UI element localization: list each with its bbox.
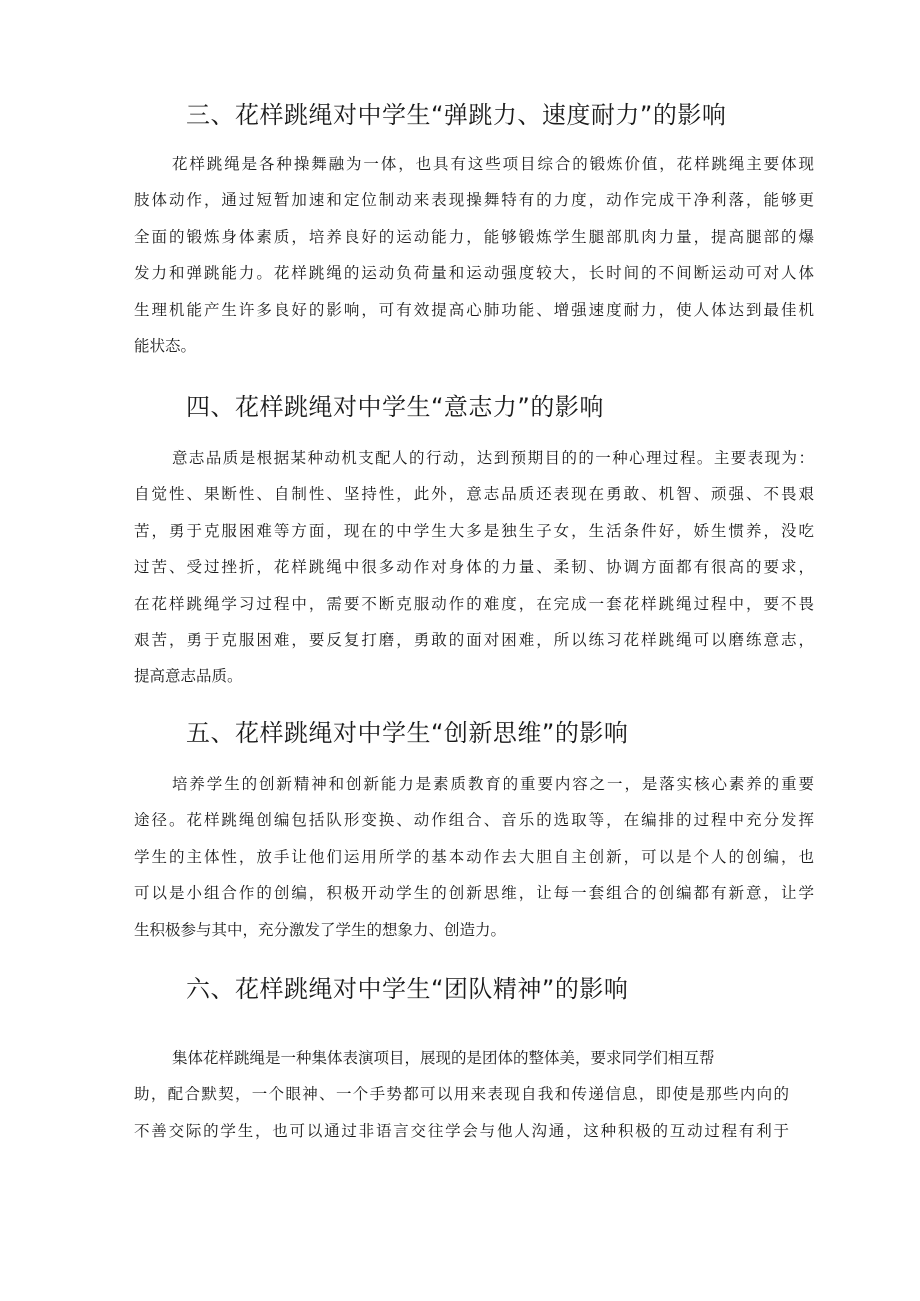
section-body-4 [134,440,814,695]
paragraph-line: 自觉性、果断性、自制性、坚持性，此外，意志品质还表现在勇敢、机智、顽强、不畏艰 [134,485,814,504]
paragraph-line: 肢体动作，通过短暂加速和定位制动来表现操舞特有的力度，动作完成干净利落，能够更 [134,191,814,210]
paragraph-line: 花样跳绳是各种操舞融为一体，也具有这些项目综合的锻炼价值，花样跳绳主要体现 [172,155,814,173]
paragraph-line: 全面的锻炼身体素质，培养良好的运动能力，能够锻炼学生腿部肌肉力量，提高腿部的爆 [134,227,814,246]
paragraph-line: 生积极参与其中，充分激发了学生的想象力、创造力。 [134,920,507,939]
paragraph-line: 意志品质是根据某种动机支配人的行动，达到预期目的的一种心理过程。主要表现为： [172,449,814,467]
section-body-5 [134,766,814,948]
paragraph-line: 在花样跳绳学习过程中，需要不断克服动作的难度，在完成一套花样跳绳过程中，要不畏 [134,594,814,613]
paragraph-line: 学生的主体性，放手让他们运用所学的基本动作去大胆自主创新，可以是个人的创编，也 [134,847,814,866]
section-heading-4: 四、花样跳绳对中学生“意志力”的影响 [186,393,604,421]
paragraph-line: 不善交际的学生，也可以通过非语言交往学会与他人沟通，这种积极的互动过程有利于 [134,1121,789,1140]
paragraph-line: 提高意志品质。 [134,667,243,686]
paragraph-line: 可以是小组合作的创编，积极开动学生的创新思维，让每一套组合的创编都有新意，让学 [134,884,814,903]
paragraph-line: 途径。花样跳绳创编包括队形变换、动作组合、音乐的选取等，在编排的过程中充分发挥 [134,811,814,830]
paragraph-line: 助，配合默契，一个眼神、一个手势都可以用来表现自我和传递信息，即使是那些内向的 [134,1085,789,1104]
paragraph-line: 集体花样跳绳是一种集体表演项目，展现的是团体的整体美，要求同学们相互帮 [172,1049,715,1067]
paragraph-line: 生理机能产生许多良好的影响，可有效提高心肺功能、增强速度耐力，使人体达到最佳机 [134,300,814,319]
paragraph-line: 能状态。 [134,336,197,355]
paragraph-line: 培养学生的创新精神和创新能力是素质教育的重要内容之一，是落实核心素养的重要 [172,775,814,793]
paragraph-line: 发力和弹跳能力。花样跳绳的运动负荷量和运动强度较大，长时间的不间断运动可对人体 [134,264,814,283]
paragraph-line: 苦，勇于克服困难等方面，现在的中学生大多是独生子女，生活条件好，娇生惯养，没吃 [134,521,814,540]
section-heading-3: 三、花样跳绳对中学生“弹跳力、速度耐力”的影响 [186,101,727,129]
paragraph-line: 艰苦，勇于克服困难，要反复打磨，勇敢的面对困难，所以练习花样跳绳可以磨练意志， [134,630,814,649]
section-heading-5: 五、花样跳绳对中学生“创新思维”的影响 [186,719,629,747]
section-heading-6: 六、花样跳绳对中学生“团队精神”的影响 [186,975,629,1003]
section-body-3 [134,146,814,364]
paragraph-line: 过苦、受过挫折，花样跳绳中很多动作对身体的力量、柔韧、协调方面都有很高的要求， [134,558,814,577]
section-body-6 [134,1040,814,1149]
